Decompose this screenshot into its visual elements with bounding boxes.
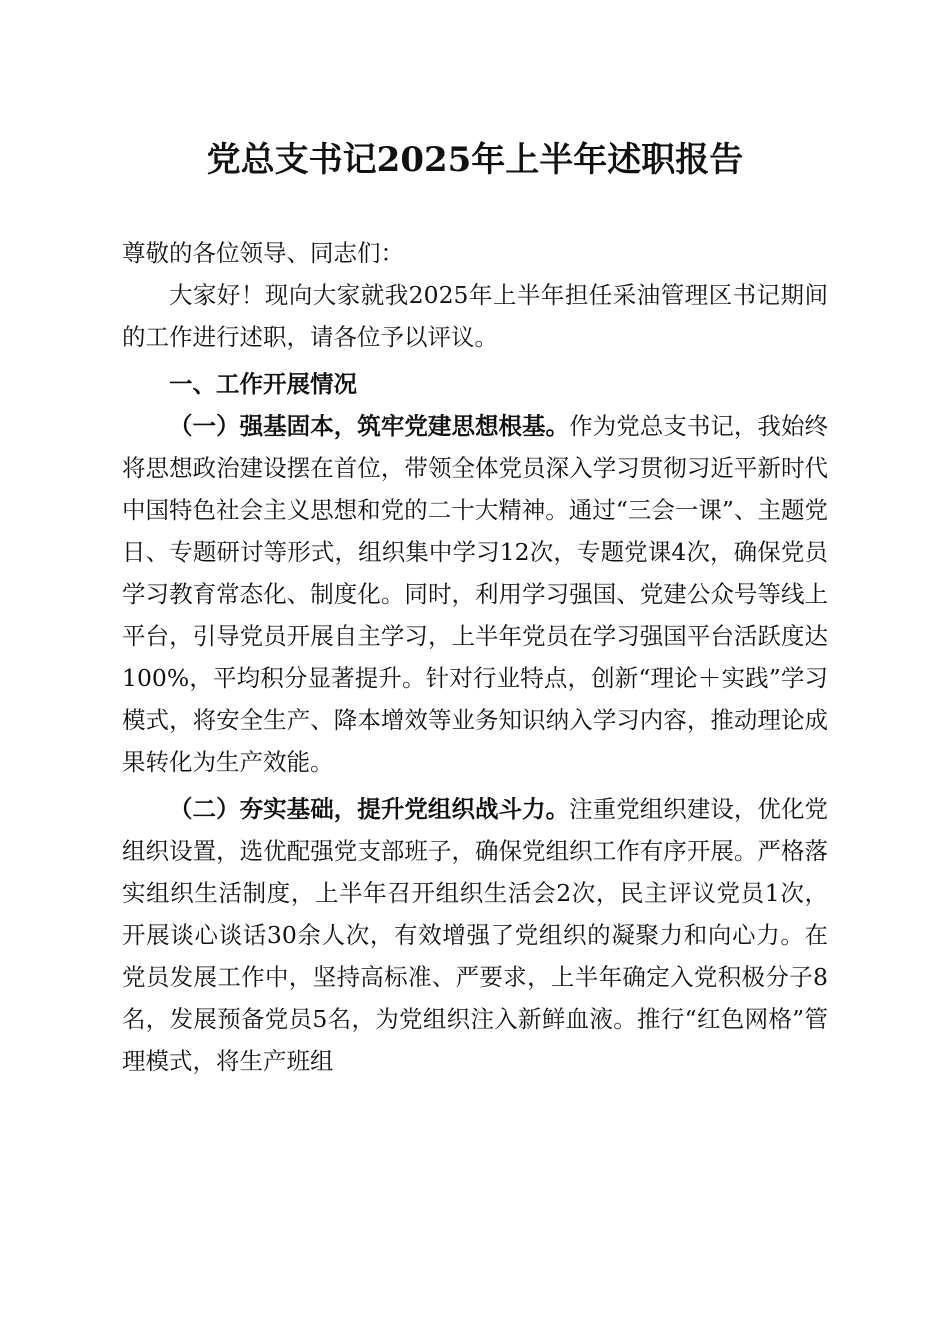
paragraph-1-body: 作为党总支书记，我始终将思想政治建设摆在首位，带领全体党员深入学习贯彻习近平新时代中国特色社会主义思想和党的二十大精神。通过“三会一课”、主题党日、专题研讨等形式，组织集中学习12次，专题党课4次，确保党员学习教育常态化、制度化。同时，利用学习强国、党建公众号等线上平台，引导党员开展自主学习，上半年党员在学习强国平台活跃度达100%，平均积分显著提升。针对行业特点，创新“理论＋实践”学习模式，将安全生产、降本增效等业务知识纳入学习内容，推动理论成果转化为生产效能。 [122, 412, 829, 776]
paragraph-2 [122, 788, 828, 1082]
salutation: 尊敬的各位领导、同志们： [122, 239, 404, 267]
document-title: 党总支书记2025年上半年述职报告 [206, 140, 744, 180]
section-heading-1: 一、工作开展情况 [169, 370, 357, 398]
intro-paragraph: 大家好！现向大家就我2025年上半年担任采油管理区书记期间的工作进行述职，请各位予以评议。 [122, 281, 828, 351]
paragraph-2-body: 注重党组织建设，优化党组织设置，选优配强党支部班子，确保党组织工作有序开展。严格落实组织生活制度，上半年召开组织生活会2次，民主评议党员1次，开展谈心谈话30余人次，有效增强了党组织的凝聚力和向心力。在党员发展工作中，坚持高标准、严要求，上半年确定入党积极分子8名，发展预备党员5名，为党组织注入新鲜血液。推行“红色网格”管理模式，将生产班组 [122, 795, 829, 1075]
paragraph-1-lead: （一）强基固本，筑牢党建思想根基。 [169, 412, 570, 440]
paragraph-2-lead: （二）夯实基础，提升党组织战斗力。 [169, 795, 570, 823]
document-body [122, 232, 828, 1082]
paragraph-1 [122, 405, 828, 783]
